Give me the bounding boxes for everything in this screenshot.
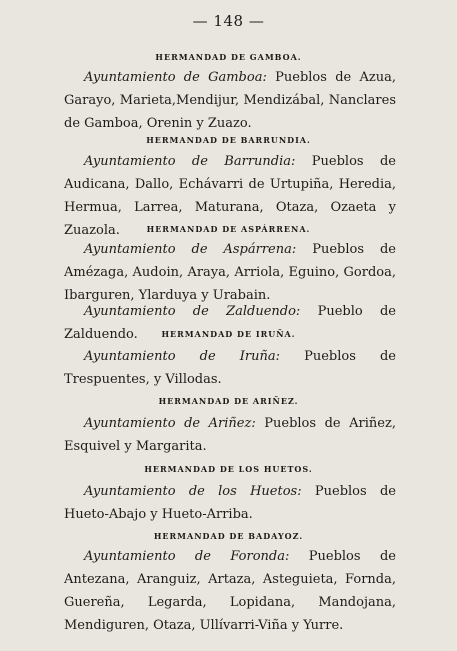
paragraph-body: Pueblos de Antezana, Aranguiz, Artaza, Asteguieta, Fornda, Guereña, Legarda, Lopidana, Mandojana, Mendiguren, Otaza, Ullívarri-Viña y Yurre. <box>64 549 396 633</box>
section-heading-los-huetos: HERMANDAD DE LOS HUETOS. <box>144 464 313 474</box>
section-heading-barrundia: HERMANDAD DE BARRUNDIA. <box>146 135 311 145</box>
paragraph-body: Pueblos de Hueto-Abajo y Hueto-Arriba. <box>64 484 396 522</box>
paragraph-body: Pueblo de Zalduendo. <box>64 304 396 342</box>
paragraph-body: Pueblos de Ariñez, Esquivel y Margarita. <box>64 416 396 454</box>
paragraph-lead: Ayuntamiento de Ariñez: <box>84 416 256 431</box>
paragraph-lead: Ayuntamiento de Barrundia: <box>84 154 296 169</box>
paragraph-arinez <box>64 412 396 458</box>
section-heading-arinez: HERMANDAD DE ARIÑEZ. <box>158 396 299 406</box>
paragraph-body: Pueblos de Audicana, Dallo, Echávarri de Urtupiña, Heredia, Hermua, Larrea, Maturana, Otaza, Ozaeta y Zuazola. <box>64 154 396 238</box>
paragraph-body: Pueblos de Azua, Garayo, Marieta,Mendijur, Mendizábal, Nanclares de Gamboa, Orenin y Zuazo. <box>64 70 396 131</box>
paragraph-lead: Ayuntamiento de Iruña: <box>84 349 280 364</box>
paragraph-gamboa <box>64 66 396 135</box>
paragraph-zalduendo <box>64 300 396 346</box>
paragraph-lead: Ayuntamiento de los Huetos: <box>84 484 302 499</box>
paragraph-foronda <box>64 545 396 637</box>
paragraph-lead: Ayuntamiento de Zalduendo: <box>84 304 301 319</box>
section-heading-asparrena: HERMANDAD DE ASPÁRRENA. <box>146 224 311 234</box>
paragraph-lead: Ayuntamiento de Foronda: <box>84 549 290 564</box>
paragraph-body: Pueblos de Amézaga, Audoin, Araya, Arriola, Eguino, Gordoa, Ibarguren, Ylarduya y Urabain. <box>64 242 396 303</box>
paragraph-asparrena <box>64 238 396 307</box>
paragraph-los-huetos <box>64 480 396 526</box>
section-heading-badayoz: HERMANDAD DE BADAYOZ. <box>153 531 304 541</box>
page-number: — 148 — <box>192 12 265 30</box>
paragraph-lead: Ayuntamiento de Aspárrena: <box>84 242 297 257</box>
section-heading-iruna: HERMANDAD DE IRUÑA. <box>161 329 296 339</box>
paragraph-iruna <box>64 345 396 391</box>
paragraph-body: Pueblos de Trespuentes, y Villodas. <box>64 349 396 387</box>
paragraph-lead: Ayuntamiento de Gamboa: <box>84 70 267 85</box>
section-heading-gamboa: HERMANDAD DE GAMBOA. <box>155 52 302 62</box>
